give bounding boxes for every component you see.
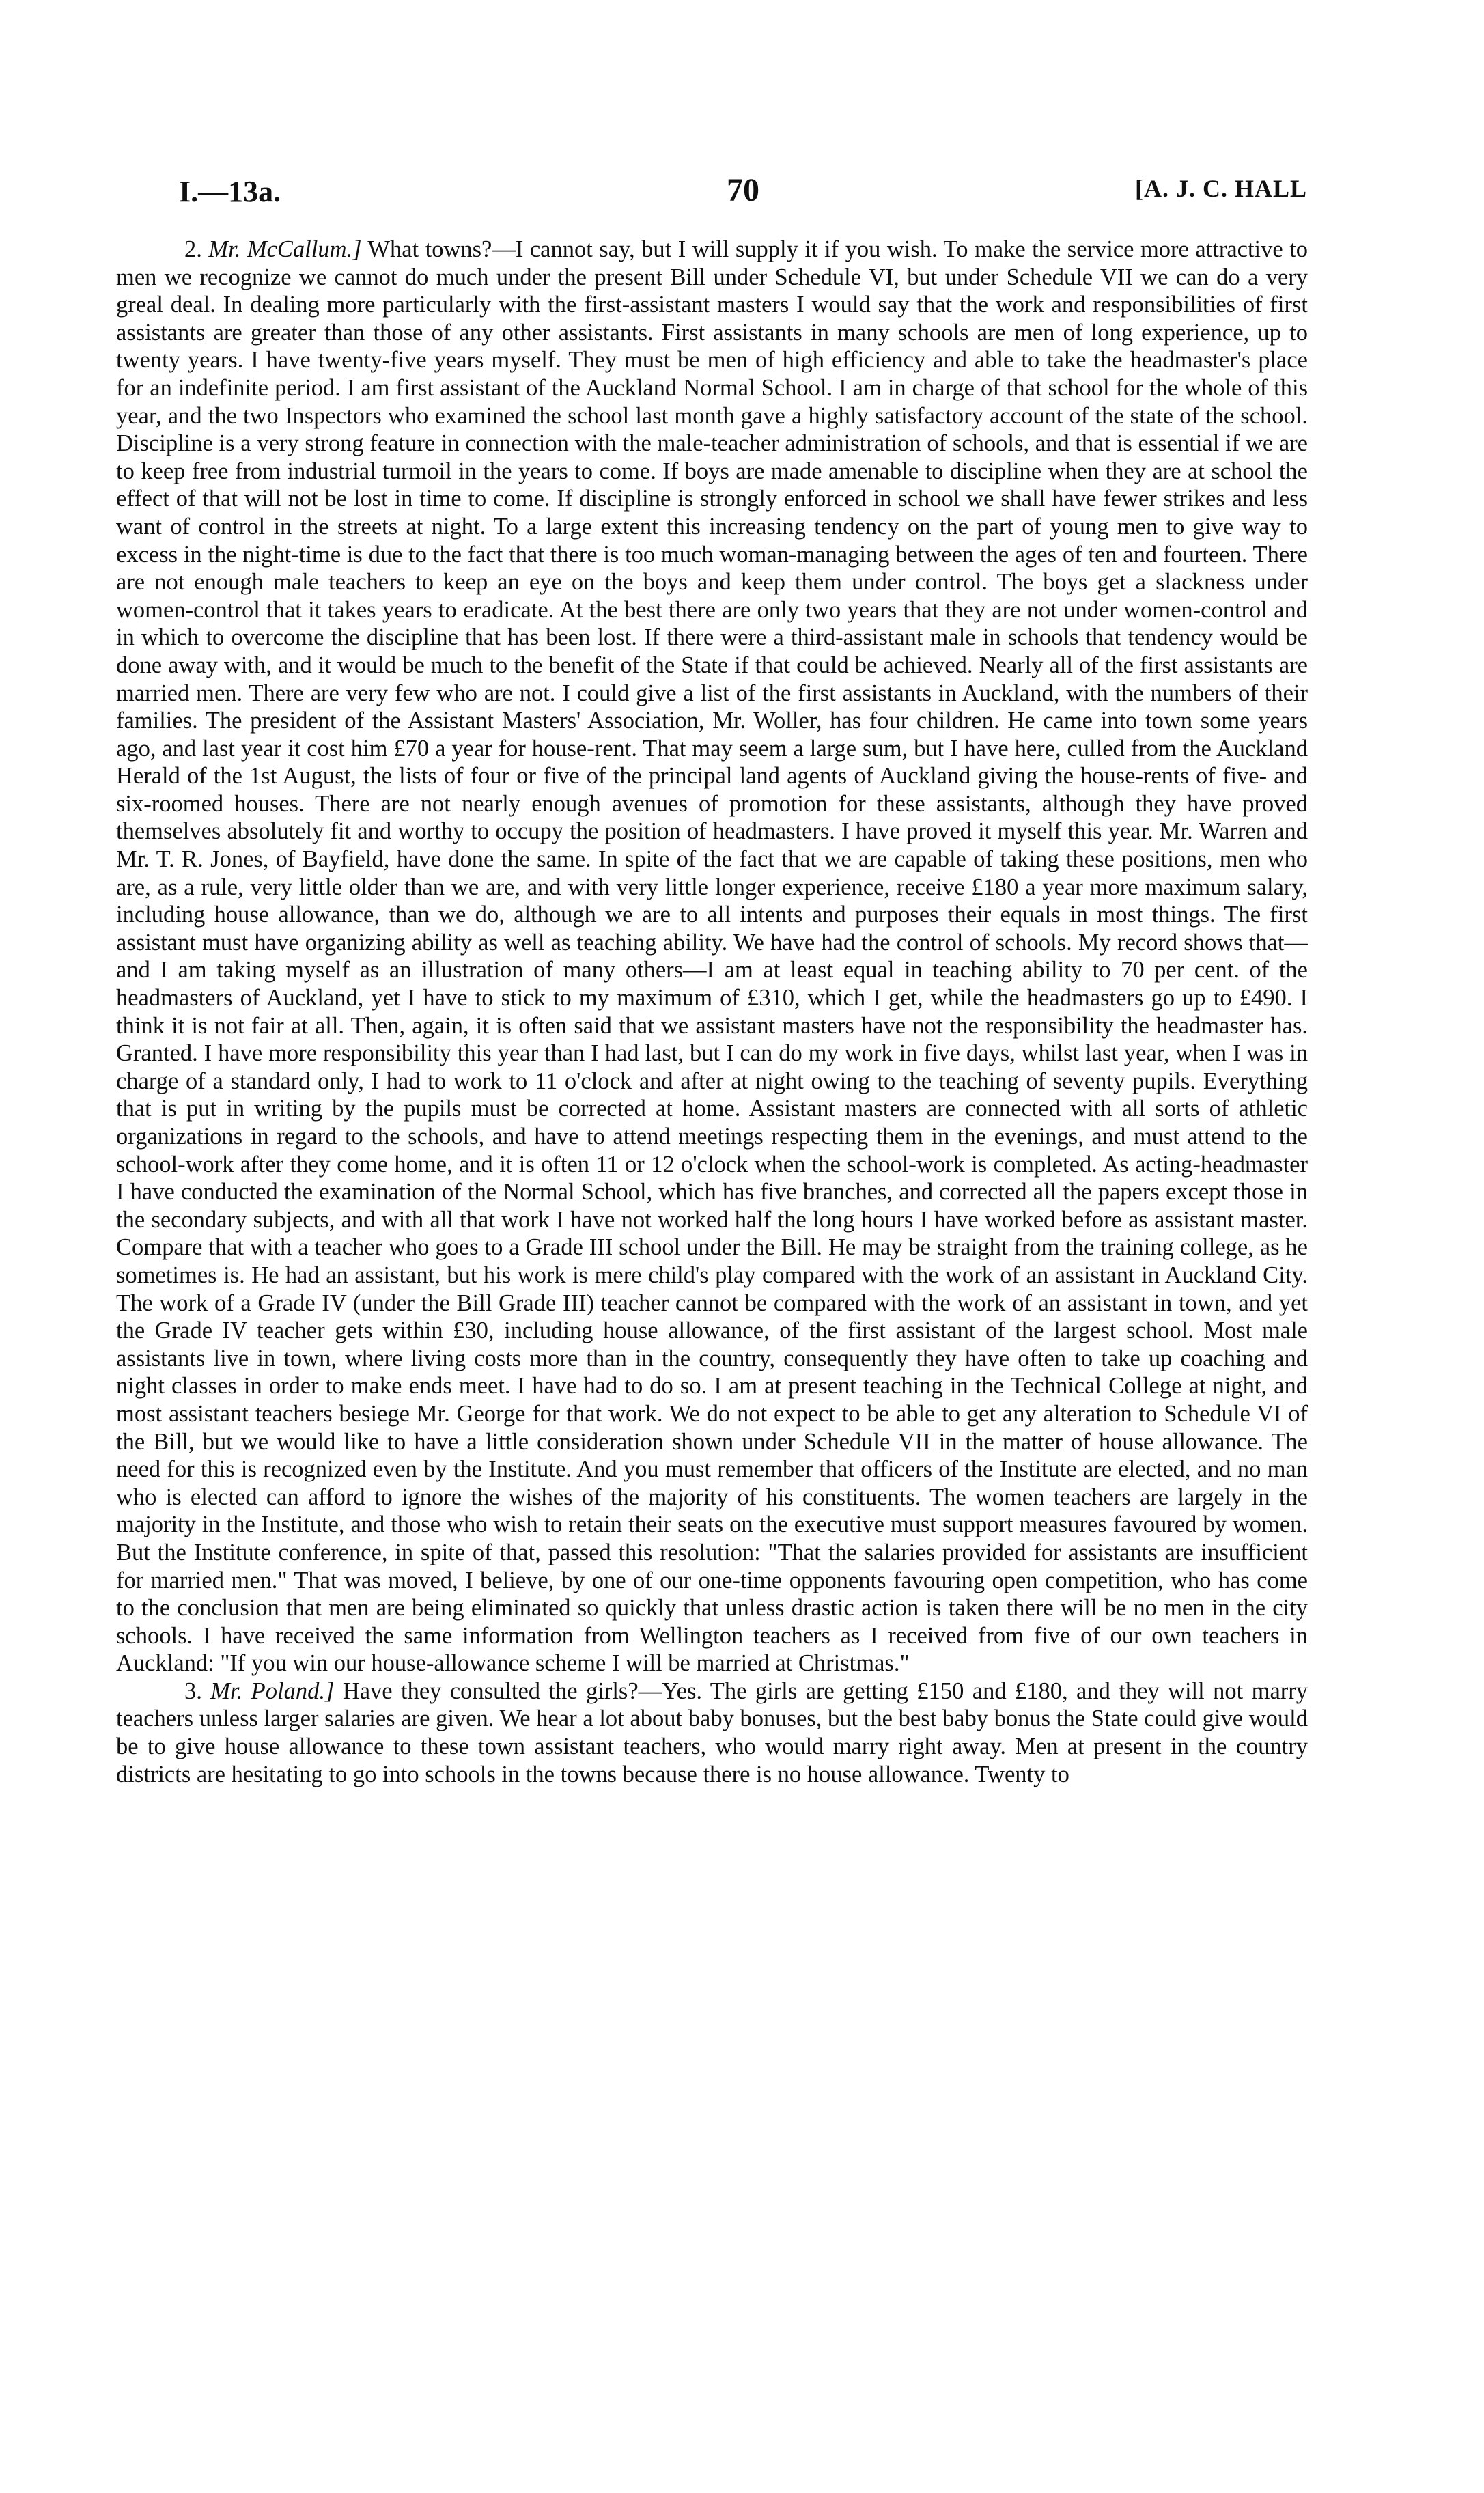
paragraph-3 bbox=[116, 1677, 1308, 1788]
speaker: Mr. McCallum.] bbox=[208, 236, 362, 262]
paragraph-2 bbox=[116, 236, 1308, 1677]
page-body bbox=[116, 236, 1308, 1788]
page-number: 70 bbox=[727, 172, 759, 208]
paragraph-text: What towns?—I cannot say, but I will supply it if you wish. To make the service more attractive to men we recognize we cannot do much under the present Bill under Schedule VI, but under Schedule VII we can do a very greal deal. In dealing more particularly with the first-assistant masters I would say that the work and responsibilities of first assistants are greater than those of any other assistants. First assistants in many schools are men of long experience, up to twenty years. I have twenty-five years myself. They must be men of high efficiency and able to take the headmaster's place for an indefinite period. I am first assistant of the Auckland Normal School. I am in charge of that school for the whole of this year, and the two Inspectors who examined the school last month gave a highly satisfactory account of the state of the school. Discipline is a very strong feature in connection with the male-teacher administration of schools, and that is essential if we are to keep free from industrial turmoil in the years to come. If boys are made amenable to discipline when they are at school the effect of that will not be lost in time to come. If discipline is strongly enforced in school we shall have fewer strikes and less want of control in the streets at night. To a large extent this increasing tendency on the part of young men to give way to excess in the night-time is due to the fact that there is too much woman-managing between the ages of ten and fourteen. There are not enough male teachers to keep an eye on the boys and keep them under control. The boys get a slackness under women-control that it takes years to eradicate. At the best there are only two years that they are not under women-control and in which to overcome the discipline that has been lost. If there were a third-assistant male in schools that tendency would be done away with, and it would be much to the benefit of the State if that could be achieved. Nearly all of the first assistants are married men. There are very few who are not. I could give a list of the first assistants in Auckland, with the numbers of their families. The president of the Assistant Masters' Association, Mr. Woller, has four children. He came into town some years ago, and last year it cost him £70 a year for house-rent. That may seem a large sum, but I have here, culled from the Auckland Herald of the 1st August, the lists of four or five of the principal land agents of Auckland giving the house-rents of five- and six-roomed houses. There are not nearly enough avenues of promotion for these assistants, although they have proved themselves absolutely fit and worthy to occupy the position of headmasters. I have proved it myself this year. Mr. Warren and Mr. T. R. Jones, of Bayfield, have done the same. In spite of the fact that we are capable of taking these positions, men who are, as a rule, very little older than we are, and with very little longer experience, receive £180 a year more maximum salary, including house allowance, than we do, although we are to all intents and purposes their equals in most things. The first assistant must have organizing ability as well as teaching ability. We have had the control of schools. My record shows that—and I am taking myself as an illustration of many others—I am at least equal in teaching ability to 70 per cent. of the headmasters of Auckland, yet I have to stick to my maximum of £310, which I get, while the headmasters go up to £490. I think it is not fair at all. Then, again, it is often said that we assistant masters have not the responsibility the headmaster has. Granted. I have more responsibility this year than I had last, but I can do my work in five days, whilst last year, when I was in charge of a standard only, I had to work to 11 o'clock and after at night owing to the teaching of seventy pupils. Everything that is put in writing by the pupils must be corrected at home. Assistant masters are connected with all sorts of athletic organizations in regard to the schools, and have to attend meetings respecting them in the evenings, and must attend to the school-work after they come home, and it is often 11 or 12 o'clock when the school-work is completed. As acting-headmaster I have conducted the examination of the Normal School, which has five branches, and corrected all the papers except those in the secondary subjects, and with all that work I have not worked half the long hours I have worked before as assistant master. Compare that with a teacher who goes to a Grade III school under the Bill. He may be straight from the training college, as he sometimes is. He had an assistant, but his work is mere child's play compared with the work of an assistant in Auckland City. The work of a Grade IV (under the Bill Grade III) teacher cannot be compared with the work of an assistant in town, and yet the Grade IV teacher gets within £30, including house allowance, of the first assistant of the largest school. Most male assistants live in town, where living costs more than in the country, consequently they have often to take up coaching and night classes in order to make ends meet. I have had to do so. I am at present teaching in the Technical College at night, and most assistant teachers besiege Mr. George for that work. We do not expect to be able to get any alteration to Schedule VI of the Bill, but we would like to have a little consideration shown under Schedule VII in the matter of house allowance. The need for this is recognized even by the Institute. And you must remember that officers of the Institute are elected, and no man who is elected can afford to ignore the wishes of the majority of his constituents. The women teachers are largely in the majority in the Institute, and those who wish to retain their seats on the executive must support measures favoured by women. But the Institute conference, in spite of that, passed this resolution: "That the salaries provided for assistants are insufficient for married men." That was moved, I believe, by one of our one-time opponents favouring open competition, who has come to the conclusion that men are being eliminated so quickly that unless drastic action is taken there will be no men in the city schools. I have received the same information from Wellington teachers as I received from five of our own teachers in Auckland: "If you win our house-allowance scheme I will be married at Christmas." bbox=[116, 236, 1308, 1677]
witness-name: [A. J. C. HALL bbox=[1134, 175, 1307, 202]
page-header bbox=[179, 174, 1307, 215]
paragraph-text: Have they consulted the girls?—Yes. The girls are getting £150 and £180, and they will not marry teachers unless larger salaries are given. We hear a lot about baby bonuses, but the best baby bonus the State could give would be to give house allowance to these town assistant teachers, who would marry right away. Men at present in the country districts are hesitating to go into schools in the towns because there is no house allowance. Twenty to bbox=[116, 1677, 1308, 1787]
question-number: 2. bbox=[184, 236, 202, 262]
document-reference: I.—13a. bbox=[179, 175, 281, 208]
question-number: 3. bbox=[184, 1677, 202, 1704]
speaker: Mr. Poland.] bbox=[210, 1677, 335, 1704]
